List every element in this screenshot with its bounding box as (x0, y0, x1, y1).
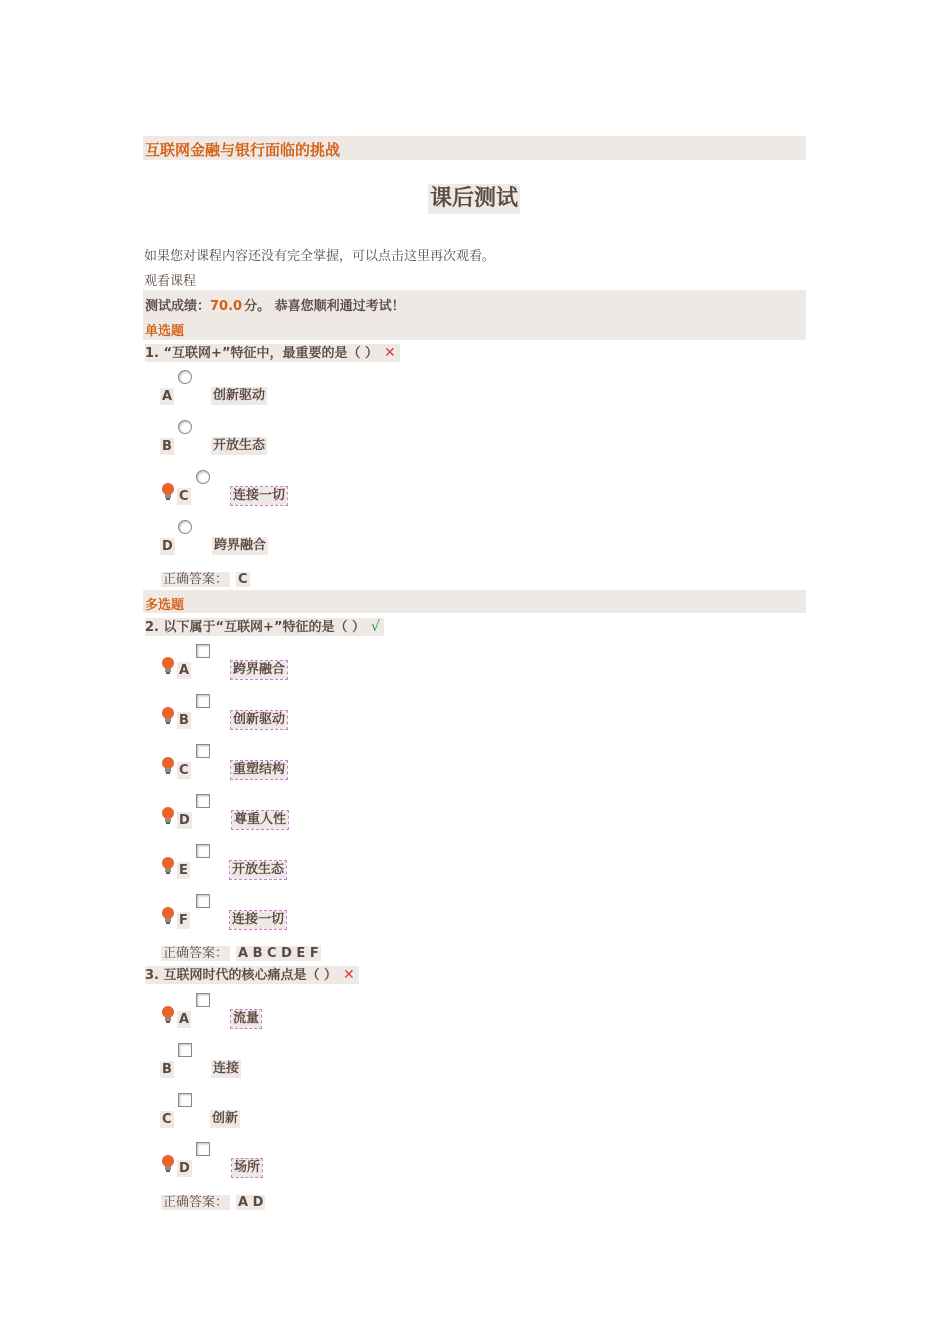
lightbulb-icon (160, 482, 176, 500)
option-text-selected: 跨界融合 (233, 662, 286, 677)
option-letter: B (179, 713, 189, 728)
answer-value: C (238, 572, 248, 587)
multi-choice-band (143, 590, 806, 613)
question-text: 3. 互联网时代的核心痛点是（ ） (145, 968, 338, 983)
lightbulb-icon (160, 706, 176, 724)
question-3-title (145, 966, 359, 984)
question-2-title (145, 618, 384, 636)
score-line (145, 295, 405, 314)
answer-label: 正确答案： (163, 1195, 229, 1210)
checkbox[interactable] (196, 894, 210, 908)
option-letter: F (179, 913, 188, 928)
checkbox[interactable] (178, 1093, 192, 1107)
answer-value: A D (238, 1195, 264, 1210)
section-single-choice: 单选题 (145, 324, 185, 339)
lightbulb-icon (160, 856, 176, 874)
option-letter: E (179, 863, 188, 878)
checkbox[interactable] (196, 644, 210, 658)
option-letter: C (179, 489, 189, 504)
lightbulb-icon (160, 806, 176, 824)
wrong-icon: ✕ (343, 967, 355, 983)
option-text-selected: 尊重人性 (234, 812, 287, 827)
answer-value: A B C D E F (238, 946, 319, 961)
check-icon: √ (371, 619, 380, 635)
lightbulb-icon (160, 756, 176, 774)
q2-correct-answer (161, 942, 321, 961)
option-text: 跨界融合 (214, 538, 267, 553)
course-title: 互联网金融与银行面临的挑战 (145, 141, 341, 159)
option-letter: D (162, 539, 173, 554)
option-text-selected: 创新驱动 (233, 712, 286, 727)
watch-course-link[interactable]: 观看课程 (144, 274, 197, 289)
checkbox[interactable] (196, 794, 210, 808)
option-text-selected: 连接一切 (233, 488, 286, 503)
checkbox[interactable] (196, 744, 210, 758)
page-heading: 课后测试 (428, 184, 520, 214)
radio-button[interactable] (178, 370, 192, 384)
lightbulb-icon (160, 656, 176, 674)
lightbulb-icon (160, 1005, 176, 1023)
option-letter: A (179, 663, 190, 678)
checkbox[interactable] (196, 993, 210, 1007)
lightbulb-icon (160, 1154, 176, 1172)
option-letter: C (179, 763, 189, 778)
answer-label: 正确答案： (163, 572, 229, 587)
option-letter: A (162, 389, 173, 404)
option-text-selected: 场所 (234, 1160, 261, 1175)
option-text: 创新 (212, 1111, 239, 1126)
option-letter: D (179, 1161, 190, 1176)
score-suffix: 分。 恭喜您顺利通过考试！ (244, 299, 405, 314)
wrong-icon: ✕ (384, 345, 396, 361)
option-text: 连接 (213, 1061, 240, 1076)
intro-text: 如果您对课程内容还没有完全掌握，可以点击这里再次观看。 (144, 249, 496, 264)
radio-button[interactable] (178, 520, 192, 534)
score-prefix: 测试成绩： (145, 299, 211, 314)
option-text-selected: 流量 (233, 1011, 260, 1026)
score-value: 70.0 (210, 299, 243, 314)
question-text: 2. 以下属于“互联网+”特征的是（ ） (145, 620, 366, 635)
option-letter: C (162, 1112, 172, 1127)
checkbox[interactable] (196, 1142, 210, 1156)
radio-button[interactable] (178, 420, 192, 434)
question-1-title (145, 344, 400, 362)
option-letter: A (179, 1012, 190, 1027)
radio-button[interactable] (196, 470, 210, 484)
answer-label: 正确答案： (163, 946, 229, 961)
lightbulb-icon (160, 906, 176, 924)
question-text: 1. “互联网+”特征中，最重要的是（ ） (145, 346, 379, 361)
q3-correct-answer (161, 1191, 265, 1210)
option-text-selected: 重塑结构 (233, 762, 286, 777)
option-text: 开放生态 (213, 438, 266, 453)
option-text-selected: 开放生态 (232, 862, 285, 877)
option-text: 创新驱动 (213, 388, 266, 403)
section-multi-choice: 多选题 (145, 598, 185, 613)
checkbox[interactable] (196, 844, 210, 858)
checkbox[interactable] (178, 1043, 192, 1057)
option-letter: B (162, 1062, 172, 1077)
option-letter: B (162, 439, 172, 454)
checkbox[interactable] (196, 694, 210, 708)
q1-correct-answer (161, 568, 250, 587)
option-letter: D (179, 813, 190, 828)
option-text-selected: 连接一切 (232, 912, 285, 927)
